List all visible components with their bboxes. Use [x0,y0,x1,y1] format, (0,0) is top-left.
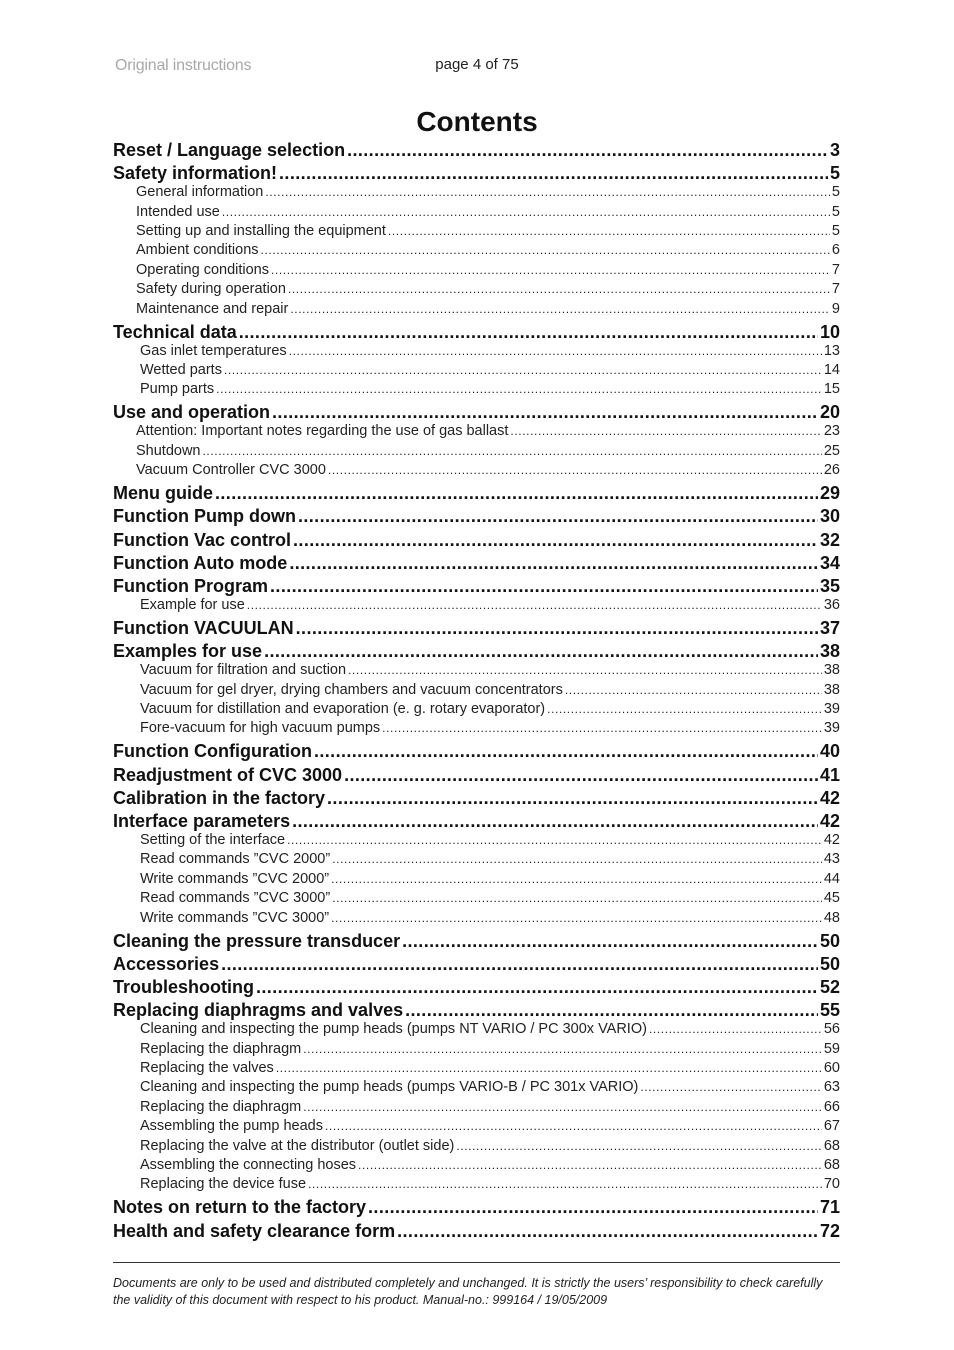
toc-dot-leader [216,380,822,398]
toc-dot-leader [203,442,822,460]
toc-entry [113,401,840,423]
toc-page-number: 32 [819,529,840,550]
toc-dot-leader [328,461,822,479]
toc-page-number: 9 [831,300,840,317]
toc-entry-title: Replacing the diaphragm [140,1098,302,1115]
toc-dot-leader [221,953,818,975]
toc-page-number: 25 [823,442,840,459]
toc-subentry [113,661,840,679]
toc-dot-leader [331,870,822,888]
toc-dot-leader [265,183,830,201]
toc-dot-leader [289,342,822,360]
toc-subentry [113,889,840,907]
toc-page-number: 42 [823,832,840,848]
toc-subentry [113,280,840,298]
toc-subentry [113,241,840,259]
footer-divider [113,1262,840,1263]
toc-page-number: 7 [831,261,840,278]
toc-entry [113,787,840,809]
toc-entry [113,953,840,975]
toc-entry-title: Menu guide [113,483,213,504]
footer-notice [113,1275,843,1309]
toc-entry-title: Troubleshooting [113,977,254,997]
toc-page-number: 26 [823,462,840,479]
toc-entry [113,999,840,1021]
toc-subentry [113,442,840,460]
toc-page-number: 50 [819,930,840,951]
page-number: page 4 of 75 [435,56,519,73]
toc-subentry [113,831,840,849]
toc-page-number: 38 [819,641,840,662]
toc-dot-leader [303,1098,822,1116]
toc-dot-leader [247,596,822,614]
toc-dot-leader [565,681,822,699]
toc-page-number: 45 [823,890,840,907]
toc-dot-leader [348,661,822,679]
toc-page-number: 48 [823,909,840,926]
toc-dot-leader [388,222,830,240]
toc-entry-title: Read commands ”CVC 3000” [140,890,331,907]
toc-subentry [113,261,840,279]
toc-dot-leader [344,764,818,786]
toc-page-number: 38 [823,662,840,679]
toc-entry-title: Example for use [140,597,245,613]
toc-entry-title: Reset / Language selection [113,140,346,160]
toc-entry-title: Safety information! [113,163,278,184]
toc-entry-title: Gas inlet temperatures [140,342,287,359]
toc-subentry [113,1078,840,1096]
toc-dot-leader [288,280,830,298]
toc-page-number: 14 [823,362,840,378]
toc-dot-leader [293,529,818,551]
toc-dot-leader [331,909,822,927]
toc-entry-title: Wetted parts [140,362,222,378]
toc-dot-leader [239,321,818,343]
toc-entry-title: Technical data [113,321,237,342]
toc-page-number: 42 [819,787,840,808]
toc-page-number: 7 [831,281,840,298]
toc-dot-leader [279,162,828,184]
toc-entry [113,321,840,343]
toc-entry-title: Readjustment of CVC 3000 [113,764,343,785]
toc-page-number: 50 [819,953,840,974]
toc-entry-title: Notes on return to the factory [113,1197,367,1218]
toc-entry-title: Fore-vacuum for high vacuum pumps [140,720,381,737]
toc-dot-leader [547,700,822,718]
toc-page-number: 40 [819,741,840,762]
toc-entry [113,617,840,639]
toc-page-number: 60 [823,1060,840,1076]
toc-dot-leader [358,1156,822,1174]
toc-entry-title: Cleaning the pressure transducer [113,930,401,951]
toc-entry-title: Replacing the valves [140,1060,274,1076]
toc-dot-leader [649,1020,822,1038]
toc-dot-leader [325,1117,822,1135]
toc-subentry [113,681,840,699]
toc-dot-leader [256,976,818,998]
toc-entry [113,529,840,551]
toc-subentry [113,1156,840,1174]
toc-entry-title: Replacing the diaphragm [140,1040,302,1057]
toc-entry [113,1196,840,1218]
toc-page-number: 37 [819,618,840,638]
toc-page-number: 5 [829,163,840,184]
toc-entry-title: Ambient conditions [136,242,259,259]
toc-subentry [113,1059,840,1077]
toc-page-number: 34 [819,552,840,573]
toc-entry-title: Vacuum for filtration and suction [140,662,347,679]
toc-subentry [113,700,840,718]
toc-subentry [113,870,840,888]
toc-dot-leader [456,1137,822,1155]
toc-dot-leader [261,241,830,259]
toc-dot-leader [270,575,818,597]
toc-entry-title: Shutdown [136,442,201,459]
toc-subentry [113,422,840,440]
toc-entry [113,482,840,504]
toc-page-number: 39 [823,720,840,737]
toc-entry [113,976,840,998]
toc-entry [113,139,840,161]
toc-entry-title: Read commands ”CVC 2000” [140,851,331,868]
toc-dot-leader [222,203,830,221]
toc-entry [113,930,840,952]
toc-dot-leader [290,300,830,318]
toc-entry-title: Operating conditions [136,261,269,278]
toc-entry-title: Calibration in the factory [113,787,326,808]
toc-entry-title: Assembling the connecting hoses [140,1157,357,1173]
footer-line-2: the validity of this document with respect to his product. Manual-no.: 999164 / 19/05/2009 [113,1293,608,1307]
toc-entry-title: Attention: Important notes regarding the use of gas ballast [136,423,509,440]
toc-page-number: 70 [823,1176,840,1193]
toc-dot-leader [405,999,818,1021]
toc-dot-leader [303,1040,822,1058]
toc-dot-leader [289,552,818,574]
toc-entry-title: Safety during operation [136,281,286,298]
toc-dot-leader [271,261,830,279]
toc-entry-title: Vacuum Controller CVC 3000 [136,462,326,479]
toc-page-number: 42 [819,811,840,831]
toc-page-number: 5 [831,184,840,201]
toc-page-number: 63 [823,1079,840,1096]
toc-subentry [113,1098,840,1116]
toc-page-number: 23 [823,423,840,440]
toc-subentry [113,850,840,868]
toc-entry [113,810,840,832]
toc-page-number: 71 [819,1197,840,1218]
toc-page-number: 10 [819,321,840,342]
toc-subentry [113,380,840,398]
toc-page-number: 13 [823,342,840,359]
toc-subentry [113,719,840,737]
footer-line-1: Documents are only to be used and distributed completely and unchanged. It is strictly the users’ responsibility to check carefully [113,1276,823,1290]
toc-entry [113,575,840,597]
toc-entry [113,764,840,786]
toc-dot-leader [215,482,818,504]
toc-entry-title: Setting of the interface [140,832,286,848]
toc-entry-title: Pump parts [140,381,215,398]
toc-entry [113,162,840,184]
toc-subentry [113,1040,840,1058]
toc-dot-leader [276,1059,822,1077]
toc-page-number: 43 [823,851,840,868]
toc-dot-leader [368,1196,818,1218]
toc-subentry [113,1020,840,1038]
toc-subentry [113,361,840,379]
toc-entry-title: Function Pump down [113,506,296,527]
toc-page-number: 29 [819,483,840,504]
toc-entry-title: Setting up and installing the equipment [136,223,386,239]
toc-entry-title: Vacuum for distillation and evaporation (e. g. rotary evaporator) [140,701,546,717]
document-label: Original instructions [115,57,252,74]
toc-entry-title: Cleaning and inspecting the pump heads (pumps NT VARIO / PC 300x VARIO) [140,1021,647,1038]
toc-dot-leader [314,740,818,762]
toc-page-number: 59 [823,1040,840,1057]
toc-entry-title: Function Configuration [113,741,312,762]
toc-entry-title: General information [136,184,264,201]
toc-page-number: 5 [831,203,840,220]
toc-entry-title: Function Vac control [113,529,292,550]
toc-dot-leader [397,1220,818,1242]
toc-dot-leader [296,617,818,639]
toc-page-number: 3 [829,140,840,160]
toc-dot-leader [308,1175,822,1193]
toc-page-number: 52 [819,977,840,997]
toc-entry-title: Intended use [136,203,220,220]
toc-subentry [113,1137,840,1155]
toc-entry-title: Replacing the device fuse [140,1176,307,1193]
toc-dot-leader [292,810,818,832]
toc-dot-leader [640,1078,822,1096]
page-title: Contents [416,106,538,137]
toc-dot-leader [510,422,821,440]
toc-entry-title: Cleaning and inspecting the pump heads (pumps VARIO-B / PC 301x VARIO) [140,1079,639,1096]
toc-page-number: 67 [823,1118,840,1135]
toc-page-number: 30 [819,506,840,527]
toc-dot-leader [402,930,818,952]
toc-entry-title: Write commands ”CVC 3000” [140,909,330,926]
toc-dot-leader [224,361,822,379]
toc-page-number: 55 [819,1000,840,1021]
toc-entry [113,740,840,762]
toc-page-number: 5 [831,223,840,239]
toc-dot-leader [382,719,822,737]
toc-subentry [113,203,840,221]
toc-entry [113,640,840,662]
toc-page-number: 6 [831,242,840,259]
toc-subentry [113,596,840,614]
toc-entry [113,552,840,574]
toc-entry-title: Examples for use [113,641,263,662]
toc-page-number: 20 [819,402,840,423]
toc-page-number: 39 [823,701,840,717]
toc-subentry [113,222,840,240]
toc-dot-leader [332,850,822,868]
toc-page-number: 36 [823,597,840,613]
toc-entry-title: Replacing the valve at the distributor (outlet side) [140,1137,455,1154]
toc-entry-title: Function Program [113,576,269,596]
toc-subentry [113,1117,840,1135]
toc-dot-leader [298,505,818,527]
toc-entry-title: Accessories [113,953,220,974]
toc-entry-title: Interface parameters [113,811,291,831]
toc-entry-title: Function Auto mode [113,552,288,573]
toc-entry-title: Write commands ”CVC 2000” [140,870,330,887]
toc-subentry [113,461,840,479]
toc-page-number: 41 [819,764,840,785]
toc-page-number: 35 [819,576,840,596]
toc-entry-title: Maintenance and repair [136,300,289,317]
toc-entry [113,505,840,527]
toc-subentry [113,183,840,201]
toc-dot-leader [347,139,828,161]
toc-dot-leader [287,831,822,849]
toc-entry [113,1220,840,1242]
toc-page-number: 66 [823,1098,840,1115]
toc-page-number: 56 [823,1021,840,1038]
toc-page-number: 15 [823,381,840,398]
toc-page-number: 38 [823,681,840,698]
toc-entry-title: Function VACUULAN [113,618,294,638]
toc-entry-title: Replacing diaphragms and valves [113,1000,404,1021]
toc-dot-leader [272,401,818,423]
toc-subentry [113,909,840,927]
toc-entry-title: Assembling the pump heads [140,1118,323,1135]
toc-subentry [113,342,840,360]
toc-page-number: 68 [823,1157,840,1173]
toc-dot-leader [332,889,822,907]
toc-entry-title: Health and safety clearance form [113,1220,396,1241]
toc-dot-leader [327,787,818,809]
toc-page-number: 44 [823,870,840,887]
toc-entry-title: Vacuum for gel dryer, drying chambers and vacuum concentrators [140,681,563,698]
toc-page-number: 72 [819,1220,840,1241]
toc-subentry [113,300,840,318]
toc-page-number: 68 [823,1137,840,1154]
toc-dot-leader [264,640,818,662]
toc-subentry [113,1175,840,1193]
toc-entry-title: Use and operation [113,402,271,423]
